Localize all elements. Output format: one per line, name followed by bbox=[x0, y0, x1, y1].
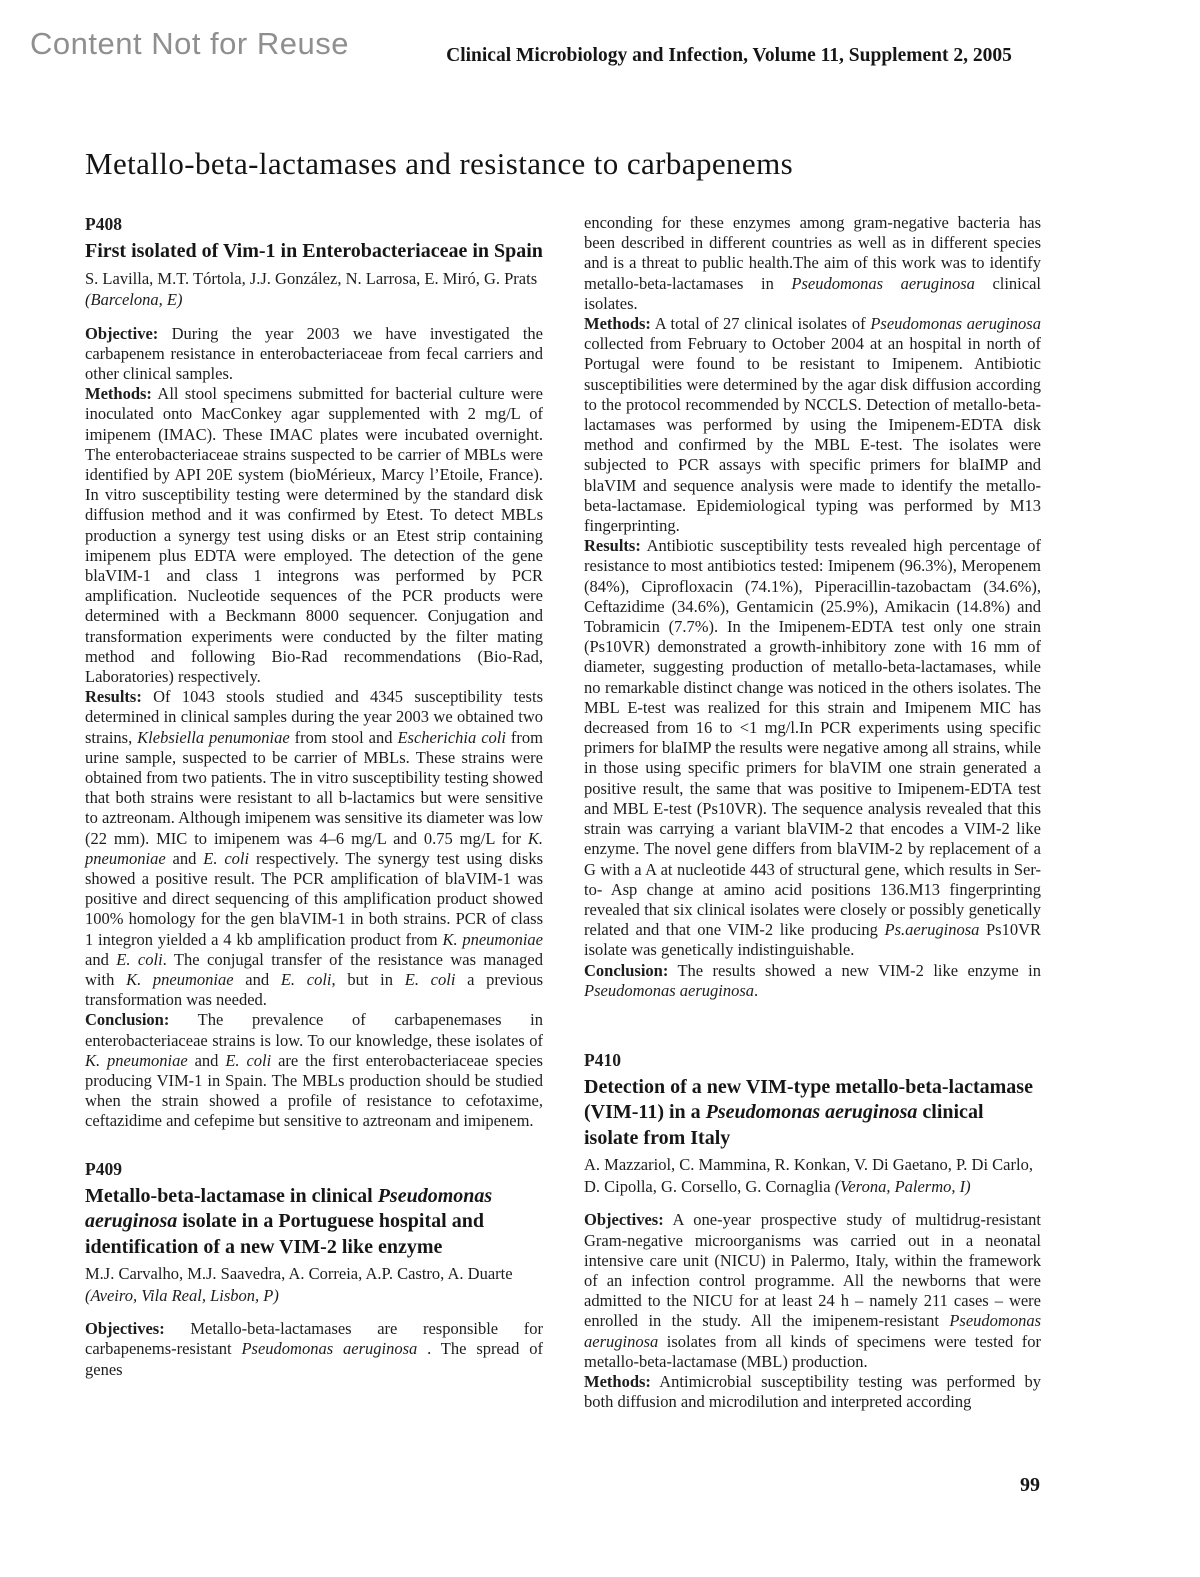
abstract-title: Metallo-beta-lactamase in clinical Pseudomonas aeruginosa isolate in a Portuguese hospital and identification of a new VIM-2 like enzyme bbox=[85, 1184, 493, 1258]
abstract-authors: M.J. Carvalho, M.J. Saavedra, A. Correia, A.P. Castro, A. Duarte (Aveiro, Vila Real, Lisbon, P) bbox=[85, 1264, 513, 1305]
abstract-authors: S. Lavilla, M.T. Tórtola, J.J. González, N. Larrosa, E. Miró, G. Prats (Barcelona, E) bbox=[85, 268, 538, 309]
abstract-id: P410 bbox=[584, 1049, 621, 1070]
abstract-paragraph: Conclusion: The prevalence of carbapenemases in enterobacteriaceae strains is low. To our knowledge, these isolates of K. pneumoniae and E. coli are the first enterobacteriaceae species producing VIM-1 in Spain. The MBLs production should be studied when the strain showed a profile of resistance to cefotaxime, ceftazidime and cefepime but sensitive to aztreonam and imipenem. bbox=[85, 1010, 543, 1131]
content-watermark: Content Not for Reuse bbox=[30, 26, 349, 61]
abstract-columns bbox=[85, 213, 1041, 1412]
abstract-id: P409 bbox=[85, 1158, 122, 1179]
abstract-paragraph: Conclusion: The results showed a new VIM-2 like enzyme in Pseudomonas aeruginosa. bbox=[584, 960, 1041, 1000]
abstract-paragraph: Results: Antibiotic susceptibility tests revealed high percentage of resistance to most antibiotics tested: Imipenem (96.3%), Meropenem (84%), Ciprofloxacin (74.1%), Piperacillin-tazobactam (34.6%), Ceftazidime (34.6%), Gentamicin (25.9%), Amikacin (14.8%) and Tobramicin (7.7%). In the Imipenem-EDTA test only one strain (Ps10VR) demonstrated a growth-inhibitory zone with 16 mm of diameter, suggesting production of metallo-beta-lactamases, while no remarkable distinct change was noticed in the others isolates. The MBL E-test was realized for this strain and Imipenem MIC has decreased from 16 to <1 mg/l.In PCR experiments using specific primers for blaIMP the results were negative among all strains, while in those using specific primers for blaVIM one strain generated a positive result, the same that was positive to Imipenem-EDTA test and MBL E-test (Ps10VR). The sequence analysis revealed that this strain was carrying a variant blaVIM-2 that encodes a VIM-2 like enzyme. The novel gene differs from blaVIM-2 by replacement of a G with a A at nucleotide 443 of structural gene, which results in Ser-to- Asp change at amino acid positions 136.M13 fingerprinting revealed that six clinical isolates were closely or possibly genetically related and that one VIM-2 like producing Ps.aeruginosa Ps10VR isolate was genetically indistinguishable. bbox=[584, 536, 1041, 960]
column-left bbox=[85, 213, 543, 1412]
section-title: Metallo-beta-lactamases and resistance to carbapenems bbox=[85, 146, 794, 181]
abstract-paragraph: Methods: A total of 27 clinical isolates of Pseudomonas aeruginosa collected from February to October 2004 at an hospital in north of Portugal were found to be resistant to Imipenem. Antibiotic susceptibilities were determined by the agar disk diffusion according to the protocol recommended by NCCLS. Detection of metallo-beta-lactamases was performed by using the Imipenem-EDTA disk method and confirmed by the MBL E-test. The isolates were subjected to PCR assays with specific primers for blaIMP and blaVIM and sequence analysis were made to identify the metallo-beta-lactamase. Epidemiological typing was performed by M13 fingerprinting. bbox=[584, 314, 1041, 536]
page-number: 99 bbox=[1020, 1474, 1040, 1496]
abstract-paragraph: Objectives: Metallo-beta-lactamases are responsible for carbapenems-resistant Pseudomonas aeruginosa . The spread of genes bbox=[85, 1319, 543, 1379]
abstract-title: Detection of a new VIM-type metallo-beta-lactamase (VIM-11) in a Pseudomonas aeruginosa clinical isolate from Italy bbox=[584, 1075, 1033, 1149]
abstract-paragraph: Objective: During the year 2003 we have investigated the carbapenem resistance in enterobacteriaceae from fecal carriers and other clinical samples. bbox=[85, 323, 543, 383]
column-right bbox=[584, 213, 1041, 1412]
abstract-paragraph: Methods: All stool specimens submitted for bacterial culture were inoculated onto MacConkey agar supplemented with 2 mg/L of imipenem (IMAC). These IMAC plates were incubated overnight. The enterobacteriaceae strains suspected to be carrier of MBLs were identified by API 20E system (bioMérieux, Marcy l’Etoile, France). In vitro susceptibility testing were determined by the standard disk diffusion method and it was confirmed by Etest. To detect MBLs production a synergy test using disks or an Etest strip containing imipenem plus EDTA were employed. The detection of the gene blaVIM-1 and class 1 integrons was performed by PCR amplification. Nucleotide sequences of the PCR products were determined with a Beckmann 8000 sequencer. Conjugation and transformation experiments were conducted by the filter mating method and following Bio-Rad recommendations (Bio-Rad, Laboratories) respectively. bbox=[85, 384, 543, 686]
abstract-paragraph: enconding for these enzymes among gram-negative bacteria has been described in different countries as well as in different species and is a threat to public health.The aim of this work was to identify metallo-beta-lactamases in Pseudomonas aeruginosa clinical isolates. bbox=[584, 213, 1041, 313]
abstract-authors: A. Mazzariol, C. Mammina, R. Konkan, V. Di Gaetano, P. Di Carlo, D. Cipolla, G. Corsello, G. Cornaglia (Verona, Palermo, I) bbox=[584, 1155, 1033, 1196]
abstract-paragraph: Results: Of 1043 stools studied and 4345 susceptibility tests determined in clinical samples during the year 2003 we obtained two strains, Klebsiella penumoniae from stool and Escherichia coli from urine sample, suspected to be carrier of MBLs. These strains were obtained from two patients. The in vitro susceptibility testing showed that both strains were resistant to all b-lactamics but were sensitive to aztreonam. Although imipenem was sensitive its diameter was low (22 mm). MIC to imipenem was 4–6 mg/L and 0.75 mg/L for K. pneumoniae and E. coli respectively. The synergy test using disks showed a positive result. The PCR amplification of blaVIM-1 was positive and direct sequencing of this amplification product showed 100% homology for the gen blaVIM-1 in both strains. PCR of class 1 integron yielded a 4 kb amplification product from K. pneumoniae and E. coli. The conjugal transfer of the resistance was managed with K. pneumoniae and E. coli, but in E. coli a previous transformation was needed. bbox=[85, 687, 544, 1010]
abstract-id: P408 bbox=[85, 214, 122, 234]
abstract-paragraph: Objectives: A one-year prospective study of multidrug-resistant Gram-negative microorganisms was carried out in a neonatal intensive care unit (NICU) in Palermo, Italy, within the framework of an infection control programme. All the newborns that were admitted to the NICU for at least 24 h – namely 211 cases – were enrolled in the study. All the imipenem-resistant Pseudomonas aeruginosa isolates from all kinds of specimens were tested for metallo-beta-lactamase (MBL) production. bbox=[584, 1210, 1041, 1371]
abstract-title: First isolated of Vim-1 in Enterobacteriaceae in Spain bbox=[85, 240, 543, 262]
journal-header: Clinical Microbiology and Infection, Volume 11, Supplement 2, 2005 bbox=[446, 45, 1012, 66]
abstract-paragraph: Methods: Antimicrobial susceptibility testing was performed by both diffusion and microdilution and interpreted according bbox=[584, 1372, 1041, 1412]
